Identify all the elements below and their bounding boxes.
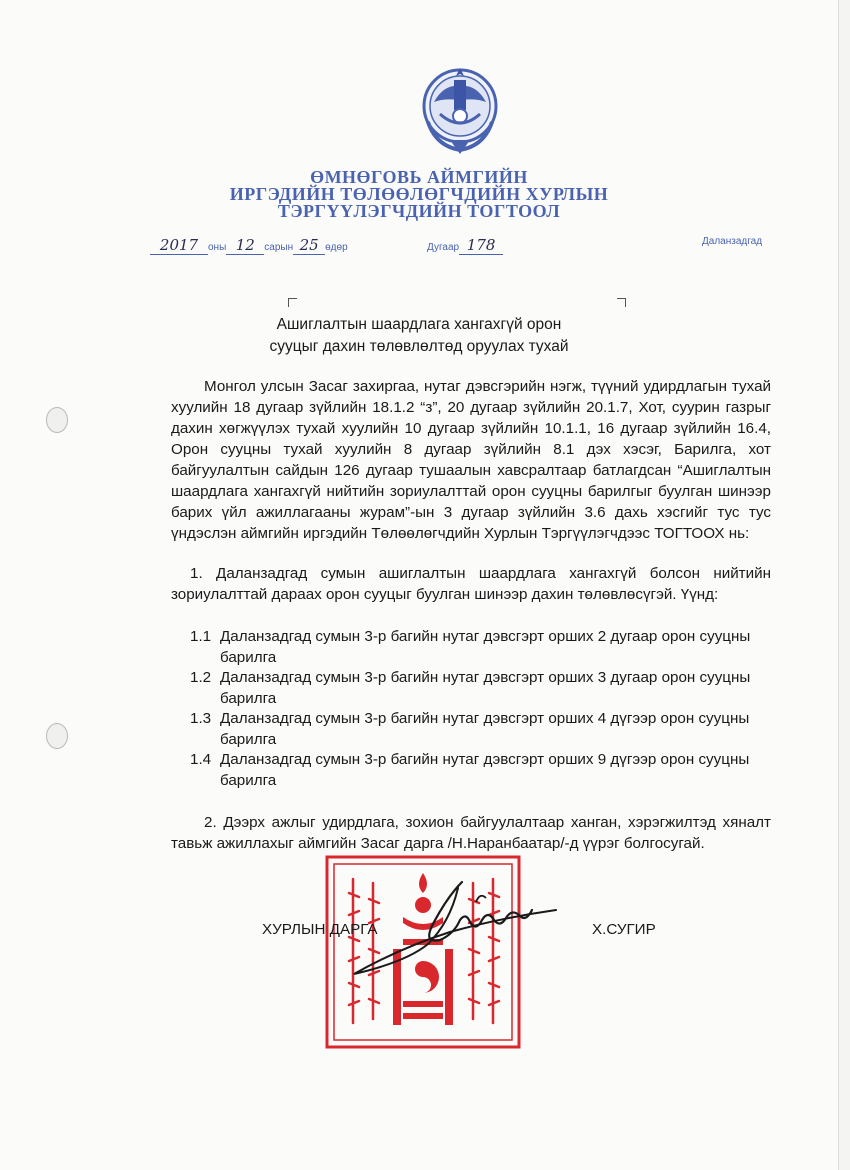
point-2-line: тавьж ажиллахыг аймгийн Засаг дарга /Н.Наранбаатар/-д үүрэг болгосугай. <box>171 835 705 852</box>
preamble-line: байгуулалтын сайдын 126 дугаар тушаалын хавсралтаар батлагдсан “Ашиглалтын <box>171 462 771 479</box>
date-month: 12 <box>226 236 264 255</box>
list-item <box>190 750 780 791</box>
number-line <box>427 236 503 255</box>
list-item-continuation: барилга <box>220 648 277 666</box>
header-line-3: ТЭРГҮҮЛЭГЧДИЙН ТОГТООЛ <box>277 201 561 221</box>
list-item-number: 1.4 <box>190 751 212 768</box>
list-item-continuation: барилга <box>220 689 277 707</box>
preamble-line: шаардлага хангахгүй нийтийн зориулалттай орон сууцны барилгыг буулган шинээр <box>171 483 771 500</box>
list-item-number: 1.1 <box>190 628 212 645</box>
date-year-label: оны <box>208 242 227 253</box>
number-label: Дугаар <box>427 242 460 253</box>
header-line-2: ИРГЭДИЙН ТӨЛӨӨЛӨГЧДИЙН ХУРЛЫН <box>229 184 609 204</box>
list-item-number: 1.3 <box>190 710 212 727</box>
preamble-line: дахин хөгжүүлэх тухай хуулийн 10 дугаар зүйлийн 10.1.1, 16 дугаар зүйлийн 16.4, <box>171 420 771 437</box>
date-day-label: өдөр <box>325 242 348 253</box>
punch-hole <box>46 407 68 433</box>
list-item-continuation: барилга <box>220 730 277 748</box>
place-name: Даланзадгад <box>702 236 763 247</box>
state-emblem-icon <box>414 62 506 158</box>
list-item-continuation: барилга <box>220 771 277 789</box>
subject-line-2: сууцыг дахин төлөвлөлтөд оруулах тухай <box>269 338 569 355</box>
preamble-line: Орон сууцны тухай хуулийн 8 дугаар зүйлийн 8.1 дэх хэсэг, Барилга, хот <box>171 441 771 458</box>
preamble-line: хуулийн 18 дугаар зүйлийн 18.1.2 “з”, 20 дугаар зүйлийн 20.1.7, Хот, суурин газрыг <box>171 399 771 416</box>
bracket-top-right <box>617 298 626 307</box>
handwritten-signature <box>330 862 570 982</box>
point-2-line: 2. Дээрх ажлыг удирдлага, зохион байгуулалтаар ханган, хэрэгжилтэд хяналт <box>204 814 771 831</box>
preamble-line: үндэслэн аймгийн иргэдийн Төлөөлөгчдийн Хурлын Тэргүүлэгчдээс ТОГТООХ нь: <box>171 525 750 542</box>
punch-hole <box>46 723 68 749</box>
date-day: 25 <box>293 236 325 255</box>
date-month-label: сарын <box>264 242 294 253</box>
document-number: 178 <box>459 236 503 255</box>
list-item-text: Даланзадгад сумын 3-р багийн нутаг дэвсгэрт орших 3 дугаар орон сууцны <box>220 669 751 686</box>
list-item <box>190 709 780 750</box>
list-item-text: Даланзадгад сумын 3-р багийн нутаг дэвсгэрт орших 4 дүгээр орон сууцны <box>220 710 750 727</box>
date-line <box>150 236 348 255</box>
subject-line-1: Ашиглалтын шаардлага хангахгүй орон <box>276 316 562 333</box>
list-item-text: Даланзадгад сумын 3-р багийн нутаг дэвсгэрт орших 9 дүгээр орон сууцны <box>220 751 750 768</box>
header-line-1: ӨМНӨГОВЬ АЙМГИЙН <box>310 167 528 187</box>
signatory-title: ХУРЛЫН ДАРГА <box>262 921 378 938</box>
preamble-line: барих үйл ажиллагааны журам”-ын 3 дугаар зүйлийн 3.6 дахь хэсгийг тус тус <box>171 504 771 521</box>
list-item <box>190 627 780 668</box>
date-year: 2017 <box>150 236 208 255</box>
list-item-number: 1.2 <box>190 669 212 686</box>
list-item-text: Даланзадгад сумын 3-р багийн нутаг дэвсгэрт орших 2 дугаар орон сууцны <box>220 628 751 645</box>
point-1-line: 1. Даланзадгад сумын ашиглалтын шаардлага хангахгүй болсон нийтийн <box>190 565 771 582</box>
preamble-line: Монгол улсын Засаг захиргаа, нутаг дэвсгэрийн нэгж, түүний удирдлагын тухай <box>204 378 771 395</box>
signatory-name: Х.СУГИР <box>592 921 656 938</box>
bracket-top-left <box>288 298 297 307</box>
list-item <box>190 668 780 709</box>
point-1-line: зориулалттай дараах орон сууцыг буулган шинээр дахин төлөвлөсүгэй. Үүнд: <box>171 586 719 603</box>
